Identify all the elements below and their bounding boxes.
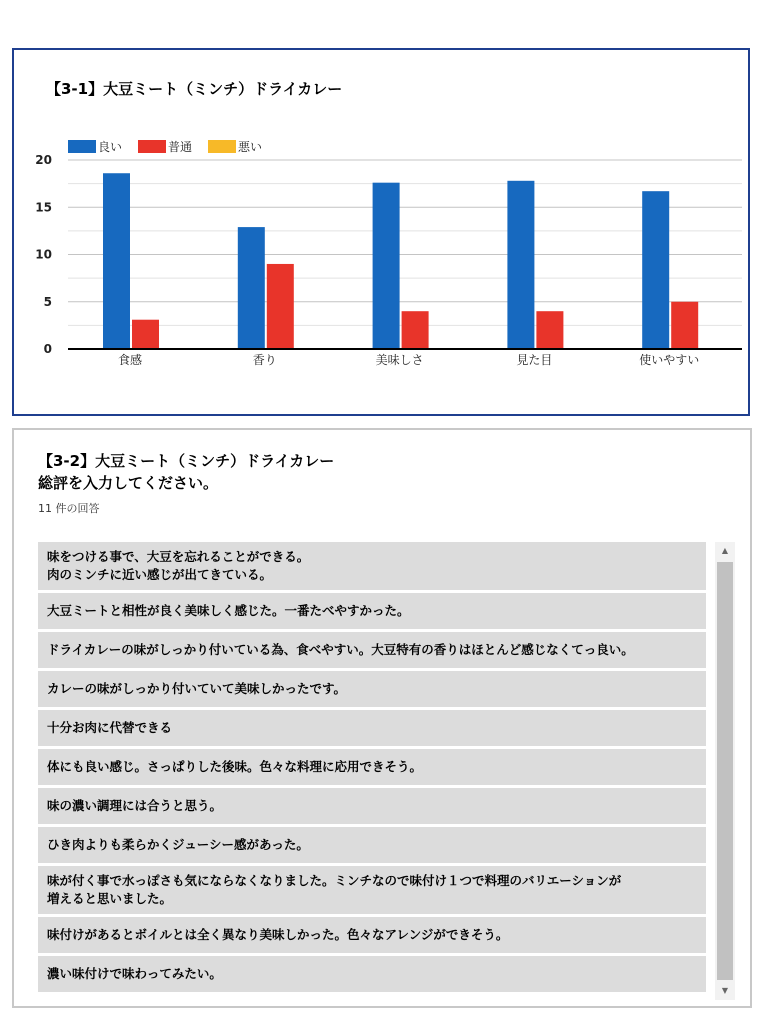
- response-text: 味をつける事で、大豆を忘れることができる。: [47, 549, 310, 564]
- legend-swatch: [208, 140, 236, 153]
- x-tick-label: 美味しさ: [375, 353, 424, 367]
- bar-2: [671, 302, 698, 349]
- y-tick-label: 20: [35, 153, 52, 167]
- response-text: ひき肉よりも柔らかくジューシー感があった。: [47, 837, 309, 852]
- bar-2: [536, 311, 563, 349]
- scroll-down-arrow-icon[interactable]: ▼: [721, 986, 729, 995]
- response-text: 味の濃い調理には合うと思う。: [47, 798, 223, 813]
- response-item: [38, 866, 706, 914]
- bar-2: [402, 311, 429, 349]
- bar-2: [132, 320, 159, 349]
- legend-label: 普通: [168, 140, 193, 154]
- response-text: 肉のミンチに近い感じが出てきている。: [47, 567, 273, 582]
- legend-swatch: [138, 140, 166, 153]
- question-title: [38, 450, 334, 494]
- response-item: [38, 917, 706, 953]
- response-text: 体にも良い感じ。さっぱりした後味。色々な料理に応用できそう。: [47, 759, 423, 774]
- response-text: ドライカレーの味がしっかり付いている為、食べやすい。大豆特有の香りはほとんど感じなくてっ良い。: [47, 642, 634, 657]
- response-text: 十分お肉に代替できる: [47, 720, 173, 735]
- bar-1: [103, 173, 130, 349]
- response-count: 11 件の回答: [38, 502, 100, 515]
- response-text: 味付けがあるとボイルとは全く異なり美味しかった。色々なアレンジができそう。: [47, 927, 509, 942]
- response-text: カレーの味がしっかり付いていて美味しかったです。: [47, 681, 347, 696]
- bar-1: [507, 181, 534, 349]
- y-tick-label: 10: [35, 247, 52, 262]
- bar-2: [267, 264, 294, 349]
- response-item: [38, 710, 706, 746]
- bar-1: [373, 183, 400, 349]
- scrollbar-thumb[interactable]: [717, 562, 733, 980]
- legend-label: 悪い: [238, 140, 263, 154]
- response-text: 大豆ミートと相性が良く美味しく感じた。一番たべやすかった。: [47, 603, 410, 618]
- response-list[interactable]: [38, 542, 706, 995]
- y-tick-label: 5: [43, 294, 52, 309]
- bar-1: [238, 227, 265, 349]
- x-tick-label: 香り: [252, 353, 277, 367]
- response-item: [38, 827, 706, 863]
- y-tick-label: 15: [35, 200, 52, 215]
- response-text: 味が付く事で水っぽさも気にならなくなりました。ミンチなので味付け１つで料理のバリエーションが: [47, 873, 622, 888]
- response-item: [38, 671, 706, 707]
- response-item: [38, 788, 706, 824]
- scroll-up-arrow-icon[interactable]: ▲: [721, 546, 729, 555]
- legend-label: 良い: [98, 140, 123, 154]
- response-item: [38, 593, 706, 629]
- x-tick-label: 使いやすい: [639, 353, 700, 367]
- y-tick-label: 0: [43, 342, 52, 356]
- response-item: [38, 749, 706, 785]
- response-item: [38, 632, 706, 668]
- legend-swatch: [68, 140, 96, 153]
- x-tick-label: 見た目: [516, 353, 553, 367]
- response-text: 濃い味付けで味わってみたい。: [47, 966, 222, 981]
- question-title-line1: 【3-2】大豆ミート（ミンチ）ドライカレー: [38, 452, 335, 470]
- x-tick-label: 食感: [117, 353, 143, 367]
- bar-1: [642, 191, 669, 349]
- bar-chart: [14, 50, 748, 414]
- responses-card: [12, 428, 752, 1008]
- chart-title: 【3-1】大豆ミート（ミンチ）ドライカレー: [46, 80, 343, 98]
- question-title-line2: 総評を入力してください。: [38, 474, 219, 492]
- scrollbar[interactable]: [715, 542, 735, 1000]
- response-item: [38, 956, 706, 992]
- response-item: [38, 542, 706, 590]
- chart-card: [12, 48, 750, 416]
- response-text: 増えると思いました。: [47, 891, 173, 906]
